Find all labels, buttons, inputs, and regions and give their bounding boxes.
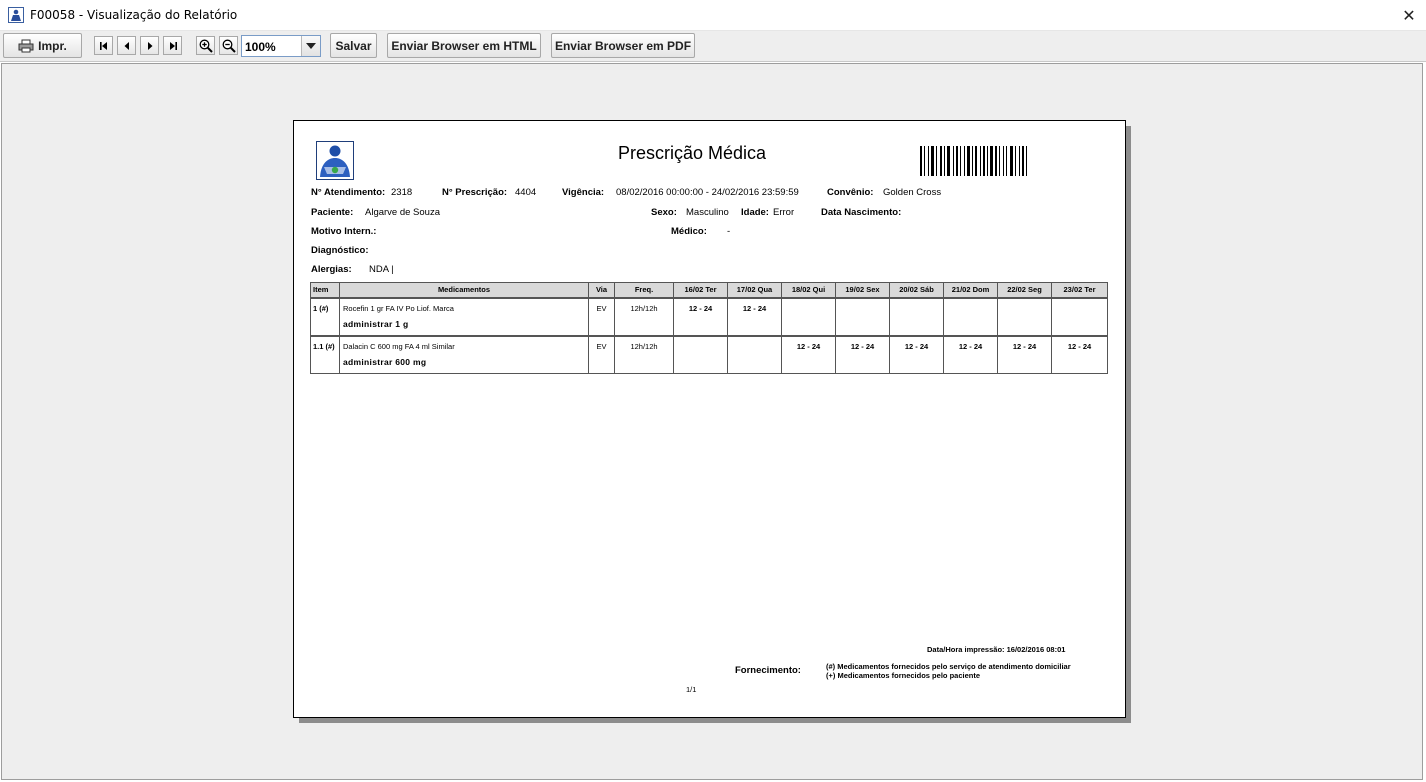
fornecimento-line-2: (+) Medicamentos fornecidos pelo paciente: [826, 671, 980, 680]
paciente-value: Algarve de Souza: [365, 207, 440, 218]
row-day-6: [944, 298, 998, 336]
row-day-6: 12 - 24: [944, 336, 998, 374]
app-icon: [8, 7, 24, 23]
col-via: Via: [589, 283, 615, 298]
zoom-dropdown-button[interactable]: [301, 36, 320, 56]
sexo-label: Sexo:: [651, 207, 677, 218]
row-via: EV: [589, 298, 615, 336]
row-day-8: [1052, 298, 1108, 336]
zoom-select[interactable]: [241, 35, 321, 57]
row-day-2: [728, 336, 782, 374]
row-day-8: 12 - 24: [1052, 336, 1108, 374]
previous-page-button[interactable]: [117, 36, 136, 55]
row-day-4: [836, 298, 890, 336]
title-bar: [0, 0, 1426, 31]
nascimento-label: Data Nascimento:: [821, 207, 902, 218]
row-day-3: 12 - 24: [782, 336, 836, 374]
row-freq: 12h/12h: [615, 336, 674, 374]
col-day-2: 17/02 Qua: [728, 283, 782, 298]
idade-value: Error: [773, 207, 795, 218]
atendimento-value: 2318: [391, 187, 413, 198]
atendimento-label: N° Atendimento:: [311, 187, 386, 198]
zoom-in-icon: [199, 39, 213, 53]
col-item: Item: [311, 283, 340, 298]
report-title: Prescrição Médica: [618, 143, 767, 163]
col-day-1: 16/02 Ter: [674, 283, 728, 298]
convenio-label: Convênio:: [827, 187, 874, 198]
print-datetime: Data/Hora impressão: 16/02/2016 08:01: [927, 645, 1066, 654]
medication-admin: administrar 600 mg: [343, 356, 427, 367]
row-via: EV: [589, 336, 615, 374]
print-label: Impr.: [38, 38, 67, 53]
convenio-value: Golden Cross: [883, 187, 942, 198]
next-page-icon: [145, 41, 155, 51]
fornecimento-line-1: (#) Medicamentos fornecidos pelo serviço de atendimento domiciliar: [826, 662, 1071, 671]
page-number: 1/1: [686, 685, 697, 694]
row-day-5: 12 - 24: [890, 336, 944, 374]
row-day-1: 12 - 24: [674, 298, 728, 336]
col-freq: Freq.: [615, 283, 674, 298]
row-item: 1.1 (#): [311, 336, 340, 374]
send-pdf-button[interactable]: Enviar Browser em PDF: [551, 33, 695, 58]
row-day-5: [890, 298, 944, 336]
alergias-value: NDA |: [369, 264, 394, 275]
col-day-5: 20/02 Sáb: [890, 283, 944, 298]
prescricao-value: 4404: [515, 187, 537, 198]
col-day-7: 22/02 Seg: [998, 283, 1052, 298]
zoom-out-button[interactable]: [219, 36, 238, 55]
row-day-4: 12 - 24: [836, 336, 890, 374]
send-html-button[interactable]: Enviar Browser em HTML: [387, 33, 541, 58]
col-medicamentos: Medicamentos: [340, 283, 589, 298]
window-title: F00058 - Visualização do Relatório: [30, 8, 238, 22]
table-row: [311, 336, 1108, 374]
print-button[interactable]: [3, 33, 82, 58]
medication-name: Rocefin 1 gr FA IV Po Liof. Marca: [343, 303, 454, 313]
report-page: [293, 120, 1126, 718]
previous-page-icon: [122, 41, 132, 51]
diagnostico-label: Diagnóstico:: [311, 245, 369, 256]
row-day-7: 12 - 24: [998, 336, 1052, 374]
table-header-row: [311, 283, 1108, 298]
alergias-label: Alergias:: [311, 264, 352, 275]
row-item: 1 (#): [311, 298, 340, 336]
barcode-image: [920, 146, 1052, 176]
last-page-icon: [168, 41, 178, 51]
first-page-button[interactable]: [94, 36, 113, 55]
col-day-4: 19/02 Sex: [836, 283, 890, 298]
col-day-6: 21/02 Dom: [944, 283, 998, 298]
first-page-icon: [99, 41, 109, 51]
motivo-label: Motivo Intern.:: [311, 226, 377, 237]
zoom-value: 100%: [245, 40, 276, 54]
row-day-1: [674, 336, 728, 374]
medico-value: -: [727, 226, 731, 237]
close-icon: ✕: [1402, 7, 1416, 25]
row-medication: [340, 336, 589, 374]
sexo-value: Masculino: [686, 207, 729, 218]
row-freq: 12h/12h: [615, 298, 674, 336]
vigencia-value: 08/02/2016 00:00:00 - 24/02/2016 23:59:59: [616, 187, 799, 198]
row-medication: [340, 298, 589, 336]
close-button[interactable]: [1392, 0, 1426, 31]
next-page-button[interactable]: [140, 36, 159, 55]
medico-label: Médico:: [671, 226, 707, 237]
row-day-2: 12 - 24: [728, 298, 782, 336]
chevron-down-icon: [306, 43, 316, 49]
col-day-8: 23/02 Ter: [1052, 283, 1108, 298]
vigencia-label: Vigência:: [562, 187, 605, 198]
row-day-3: [782, 298, 836, 336]
zoom-out-icon: [222, 39, 236, 53]
fornecimento-label: Fornecimento:: [735, 665, 801, 676]
paciente-label: Paciente:: [311, 207, 354, 218]
medication-name: Dalacin C 600 mg FA 4 ml Similar: [343, 341, 455, 351]
idade-label: Idade:: [741, 207, 769, 218]
prescricao-label: N° Prescrição:: [442, 187, 508, 198]
last-page-button[interactable]: [163, 36, 182, 55]
logo-icon: [316, 141, 354, 180]
zoom-in-button[interactable]: [196, 36, 215, 55]
row-day-7: [998, 298, 1052, 336]
col-day-3: 18/02 Qui: [782, 283, 836, 298]
printer-icon: [18, 39, 34, 53]
medication-admin: administrar 1 g: [343, 318, 409, 329]
toolbar: [0, 31, 1426, 62]
table-row: [311, 298, 1108, 336]
prescription-table: [310, 282, 1108, 374]
save-button[interactable]: Salvar: [330, 33, 377, 58]
